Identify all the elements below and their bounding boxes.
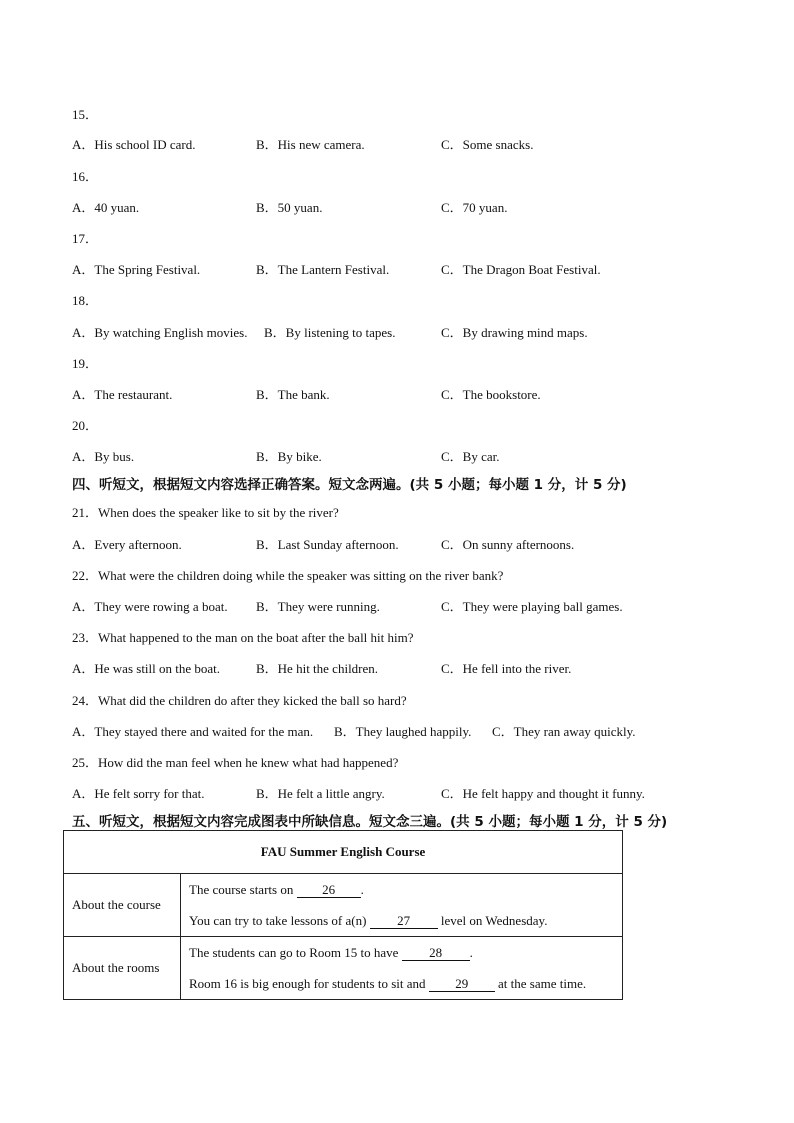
option-23-c: C．He fell into the river. [441, 661, 572, 676]
blank-29: 29 [429, 977, 495, 992]
question-number-20: 20． [72, 418, 99, 433]
rooms-details-cell [181, 937, 623, 1000]
question-25: 25．How did the man feel when he knew what had happened? [72, 755, 399, 770]
option-21-b: B．Last Sunday afternoon. [256, 537, 399, 552]
row-label-course: About the course [64, 874, 181, 937]
option-21-a: A．Every afternoon. [72, 537, 182, 552]
question-number-17: 17． [72, 231, 99, 246]
course-line-2 [189, 905, 614, 936]
option-18-c: C．By drawing mind maps. [441, 325, 588, 340]
question-24: 24．What did the children do after they kicked the ball so hard? [72, 693, 407, 708]
option-20-c: C．By car. [441, 449, 500, 464]
course-line-1-end: . [360, 882, 364, 897]
option-25-c: C．He felt happy and thought it funny. [441, 786, 645, 801]
option-24-a: A．They stayed there and waited for the man. [72, 724, 314, 739]
question-21: 21．When does the speaker like to sit by the river? [72, 505, 339, 520]
option-16-c: C．70 yuan. [441, 200, 508, 215]
rooms-line-2 [189, 968, 614, 999]
table-title: FAU Summer English Course [64, 831, 623, 874]
rooms-line-1 [189, 937, 614, 968]
option-18-a: A．By watching English movies. [72, 325, 248, 340]
option-25-a: A．He felt sorry for that. [72, 786, 205, 801]
question-number-19: 19． [72, 356, 99, 371]
option-22-a: A．They were rowing a boat. [72, 599, 228, 614]
question-number-16: 16． [72, 169, 99, 184]
option-24-c: C．They ran away quickly. [492, 724, 636, 739]
rooms-line-1-end: . [469, 945, 473, 960]
rooms-line-2-end: at the same time. [498, 976, 587, 991]
option-23-a: A．He was still on the boat. [72, 661, 221, 676]
row-label-rooms: About the rooms [64, 937, 181, 1000]
option-17-c: C．The Dragon Boat Festival. [441, 262, 601, 277]
blank-27: 27 [370, 914, 438, 929]
option-19-b: B．The bank. [256, 387, 330, 402]
option-15-b: B．His new camera. [256, 137, 365, 152]
course-line-1 [189, 874, 614, 905]
course-details-cell [181, 874, 623, 937]
option-22-c: C．They were playing ball games. [441, 599, 623, 614]
section-5-heading: 五、听短文，根据短文内容完成图表中所缺信息。短文念三遍。(共 5 小题；每小题 1 分，计 5 分) [72, 814, 668, 830]
option-19-a: A．The restaurant. [72, 387, 173, 402]
rooms-line-2-text: Room 16 is big enough for students to sit and [189, 976, 426, 991]
option-17-b: B．The Lantern Festival. [256, 262, 390, 277]
course-line-2-text: You can try to take lessons of a(n) [189, 913, 367, 928]
option-25-b: B．He felt a little angry. [256, 786, 385, 801]
question-22: 22．What were the children doing while the speaker was sitting on the river bank? [72, 568, 504, 583]
blank-26: 26 [297, 883, 361, 898]
course-line-2-end: level on Wednesday. [440, 913, 548, 928]
question-number-15: 15． [72, 107, 99, 122]
option-24-b: B．They laughed happily. [334, 724, 472, 739]
question-number-18: 18． [72, 293, 99, 308]
option-18-b: B．By listening to tapes. [264, 325, 396, 340]
course-info-table [63, 830, 623, 1000]
option-15-a: A．His school ID card. [72, 137, 196, 152]
option-15-c: C．Some snacks. [441, 137, 534, 152]
option-20-b: B．By bike. [256, 449, 322, 464]
option-22-b: B．They were running. [256, 599, 380, 614]
rooms-line-1-text: The students can go to Room 15 to have [189, 945, 399, 960]
course-line-1-text: The course starts on [189, 882, 294, 897]
option-23-b: B．He hit the children. [256, 661, 379, 676]
option-16-a: A．40 yuan. [72, 200, 140, 215]
question-23: 23．What happened to the man on the boat after the ball hit him? [72, 630, 414, 645]
option-16-b: B．50 yuan. [256, 200, 323, 215]
option-20-a: A．By bus. [72, 449, 135, 464]
section-4-heading: 四、听短文，根据短文内容选择正确答案。短文念两遍。(共 5 小题；每小题 1 分，计 5 分) [72, 477, 627, 493]
option-19-c: C．The bookstore. [441, 387, 541, 402]
blank-28: 28 [402, 946, 470, 961]
option-17-a: A．The Spring Festival. [72, 262, 201, 277]
option-21-c: C．On sunny afternoons. [441, 537, 575, 552]
